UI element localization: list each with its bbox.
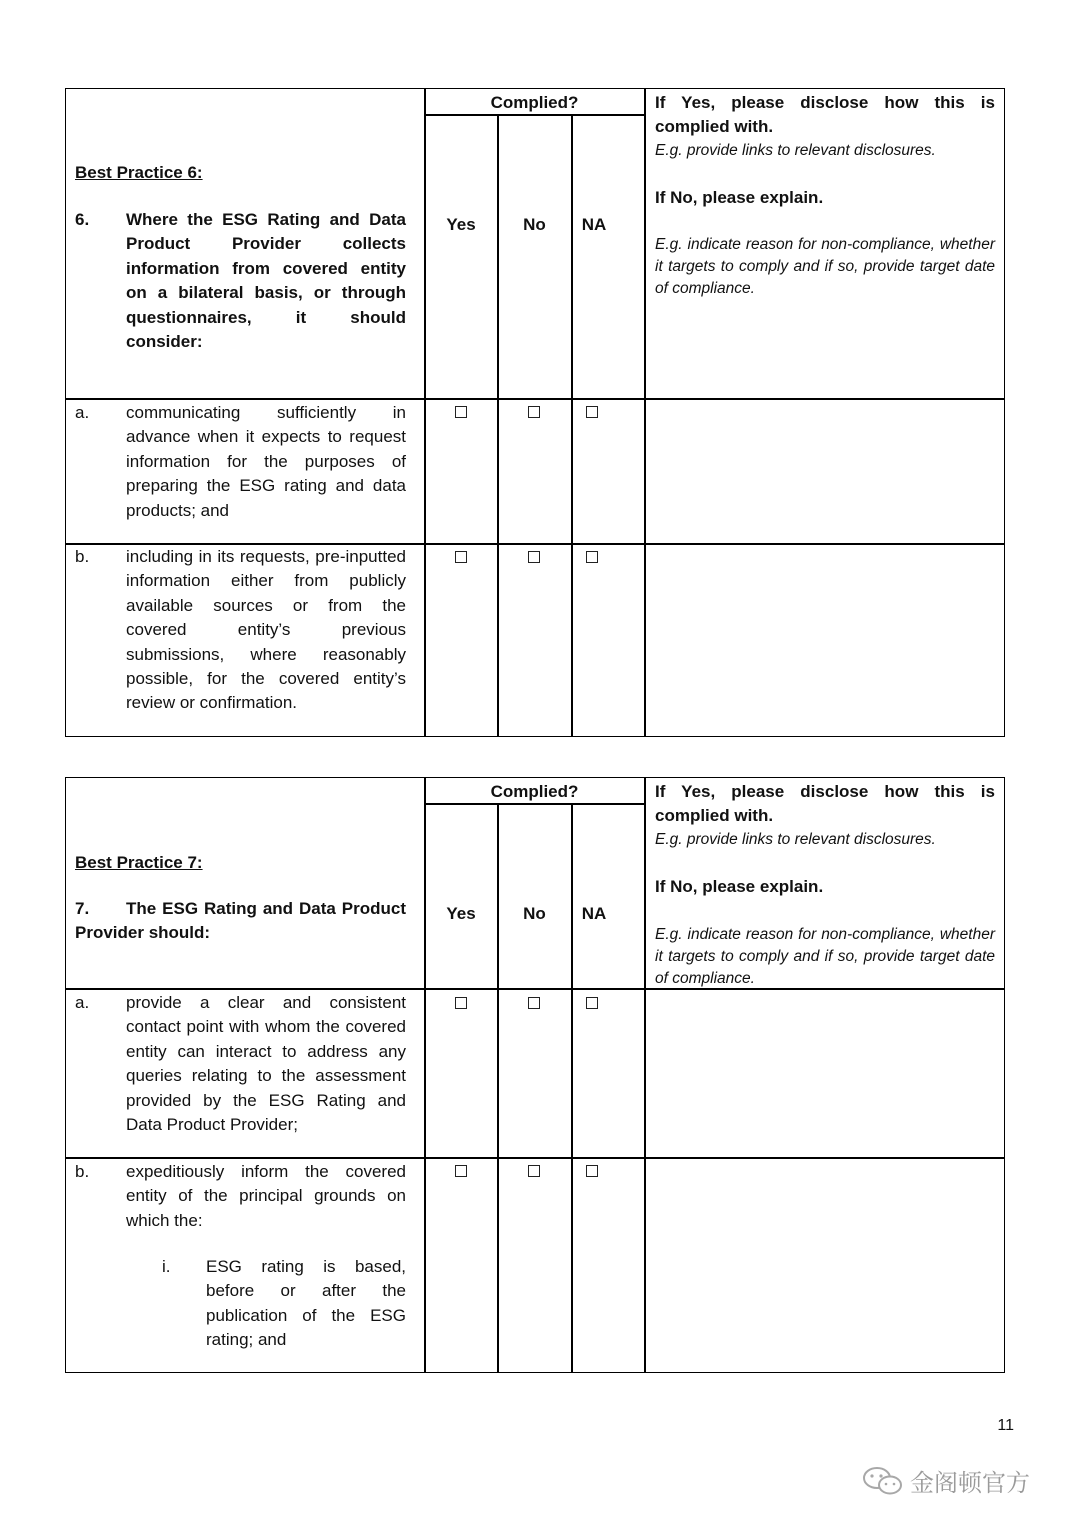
yes-checkbox[interactable] [455, 406, 467, 418]
best-practice-6-intro: Where the ESG Rating and Data Product Provider collects information from covered entity on a bilateral basis, or through questionnaires, it should consider: [126, 210, 406, 352]
na-checkbox[interactable] [586, 551, 598, 563]
best-practice-6-title: Best Practice 6: [75, 163, 203, 182]
item-b-text: including in its requests, pre-inputted information either from publicly available sources or from the covered entity’s previous submissions, where reasonably possible, for the covered entity’s review or confirmation. [126, 547, 406, 713]
best-practice-7-intro: The ESG Rating and Data Product Provider should: [75, 899, 406, 943]
yes-checkbox[interactable] [455, 997, 467, 1009]
item-a-text: provide a clear and consistent contact point with whom the covered entity can interact to address any queries relating to the assessment provided by the ESG Rating and Data Product Provider; [126, 993, 406, 1135]
complied-header: Complied? [490, 782, 579, 801]
table-divider [571, 803, 573, 1373]
item-b-text: expeditiously inform the covered entity of the principal grounds on which the: [126, 1162, 406, 1230]
if-yes-example: E.g. provide links to relevant disclosures. [655, 831, 936, 848]
item-a-label: a. [75, 403, 90, 422]
page-number: 11 [997, 1417, 1014, 1434]
na-checkbox[interactable] [586, 997, 598, 1009]
if-yes-instruction: If Yes, please disclose how this is complied with. [655, 93, 995, 137]
table-divider [424, 88, 426, 737]
if-no-example: E.g. indicate reason for non-compliance, whether it targets to comply and if so, provide target date of compliance. [655, 236, 995, 297]
yes-header: Yes [446, 215, 476, 234]
yes-header: Yes [446, 904, 476, 923]
item-b-label: b. [75, 547, 90, 566]
if-yes-instruction: If Yes, please disclose how this is complied with. [655, 782, 995, 826]
no-header: No [523, 215, 546, 234]
table-divider [424, 777, 426, 1373]
table-divider [497, 114, 499, 737]
table-divider [65, 1157, 1005, 1159]
table-divider [644, 88, 646, 737]
table-divider [644, 777, 646, 1373]
item-a-label: a. [75, 993, 90, 1012]
item-b-i-label: i. [162, 1257, 171, 1276]
best-practice-6-number: 6. [75, 210, 90, 229]
na-header: NA [581, 904, 607, 923]
yes-checkbox[interactable] [455, 1165, 467, 1177]
item-b-label: b. [75, 1162, 90, 1181]
no-checkbox[interactable] [528, 551, 540, 563]
if-no-instruction: If No, please explain. [655, 877, 824, 896]
best-practice-7-title: Best Practice 7: [75, 853, 203, 872]
wechat-icon [862, 1465, 904, 1497]
best-practice-7-number: 7. [75, 899, 90, 918]
no-checkbox[interactable] [528, 997, 540, 1009]
table-divider [571, 114, 573, 737]
no-checkbox[interactable] [528, 1165, 540, 1177]
no-header: No [523, 904, 546, 923]
if-no-instruction: If No, please explain. [655, 188, 824, 207]
na-checkbox[interactable] [586, 1165, 598, 1177]
if-no-example: E.g. indicate reason for non-compliance, whether it targets to comply and if so, provide target date of compliance. [655, 926, 995, 987]
table-divider [497, 803, 499, 1373]
no-checkbox[interactable] [528, 406, 540, 418]
yes-checkbox[interactable] [455, 551, 467, 563]
watermark [862, 1463, 1030, 1498]
na-header: NA [581, 215, 607, 234]
item-b-i-text: ESG rating is based, before or after the publication of the ESG rating; and [206, 1257, 406, 1350]
complied-header: Complied? [490, 93, 579, 112]
item-a-text: communicating sufficiently in advance when it expects to request information for the purposes of preparing the ESG rating and data products; and [126, 403, 406, 520]
if-yes-example: E.g. provide links to relevant disclosures. [655, 142, 936, 159]
watermark-text: 金阁顿官方 [910, 1469, 1030, 1497]
table-divider [65, 398, 1005, 400]
na-checkbox[interactable] [586, 406, 598, 418]
